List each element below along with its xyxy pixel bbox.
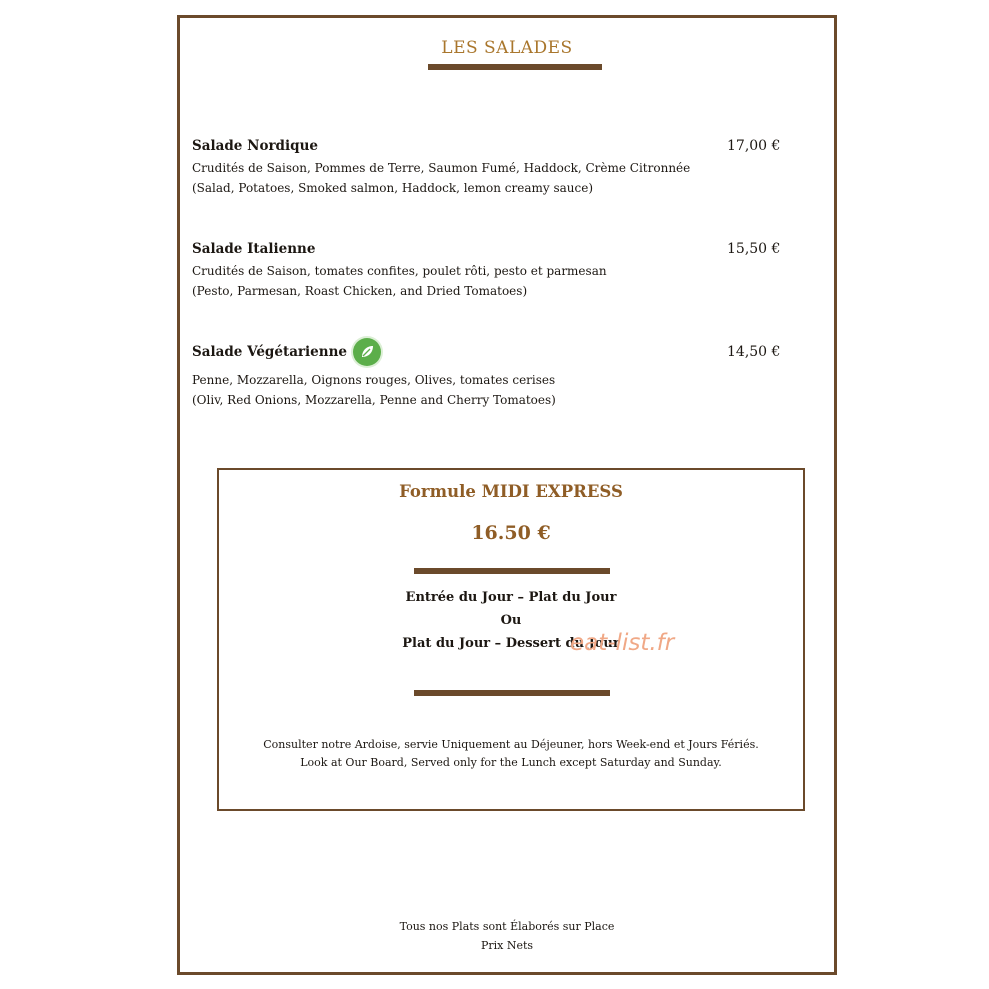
item-description-fr: Crudités de Saison, Pommes de Terre, Saumon Fumé, Haddock, Crème Citronnée <box>192 161 691 175</box>
item-name-text: Salade Végétarienne <box>192 344 347 360</box>
footer-line-2: Prix Nets <box>480 939 534 952</box>
item-price: 17,00 € <box>727 138 781 154</box>
formule-box <box>217 468 805 811</box>
menu-item-vegetarienne <box>192 338 792 410</box>
formule-divider-top <box>414 568 610 574</box>
item-price: 14,50 € <box>727 344 781 360</box>
menu-item-italienne <box>192 241 792 301</box>
menu-item-nordique <box>192 138 792 198</box>
item-name <box>192 138 792 154</box>
watermark: eat-list.fr <box>570 630 675 656</box>
formule-note-fr: Consulter notre Ardoise, servie Uniquement au Déjeuner, hors Week-end et Jours Fériés. <box>263 738 759 751</box>
footer-line-1: Tous nos Plats sont Élaborés sur Place <box>399 920 615 933</box>
item-description-en: (Salad, Potatoes, Smoked salmon, Haddock, lemon creamy sauce) <box>192 181 594 195</box>
item-description-en: (Pesto, Parmesan, Roast Chicken, and Dried Tomatoes) <box>192 284 528 298</box>
item-description-fr: Crudités de Saison, tomates confites, poulet rôti, pesto et parmesan <box>192 264 607 278</box>
formule-note-en: Look at Our Board, Served only for the Lunch except Saturday and Sunday. <box>300 756 722 769</box>
title-divider <box>428 64 602 70</box>
menu-page <box>177 15 837 975</box>
item-description <box>192 158 792 198</box>
item-name <box>192 241 792 257</box>
item-name-text: Salade Nordique <box>192 138 318 154</box>
formule-price: 16.50 € <box>471 522 551 544</box>
formule-line-2: Ou <box>500 613 522 628</box>
item-price: 15,50 € <box>727 241 781 257</box>
item-description-en: (Oliv, Red Onions, Mozzarella, Penne and Cherry Tomatoes) <box>192 393 556 407</box>
formule-divider-bottom <box>414 690 610 696</box>
item-name <box>192 338 792 366</box>
formule-title: Formule MIDI EXPRESS <box>399 482 623 501</box>
item-name-text: Salade Italienne <box>192 241 316 257</box>
item-description <box>192 261 792 301</box>
formule-line-1: Entrée du Jour – Plat du Jour <box>405 590 617 605</box>
formule-line-3: Plat du Jour – Dessert du Jour <box>402 636 620 651</box>
item-description <box>192 370 792 410</box>
item-description-fr: Penne, Mozzarella, Oignons rouges, Olives, tomates cerises <box>192 373 556 387</box>
vegetarian-leaf-icon <box>353 338 381 366</box>
section-title: LES SALADES <box>441 38 573 58</box>
